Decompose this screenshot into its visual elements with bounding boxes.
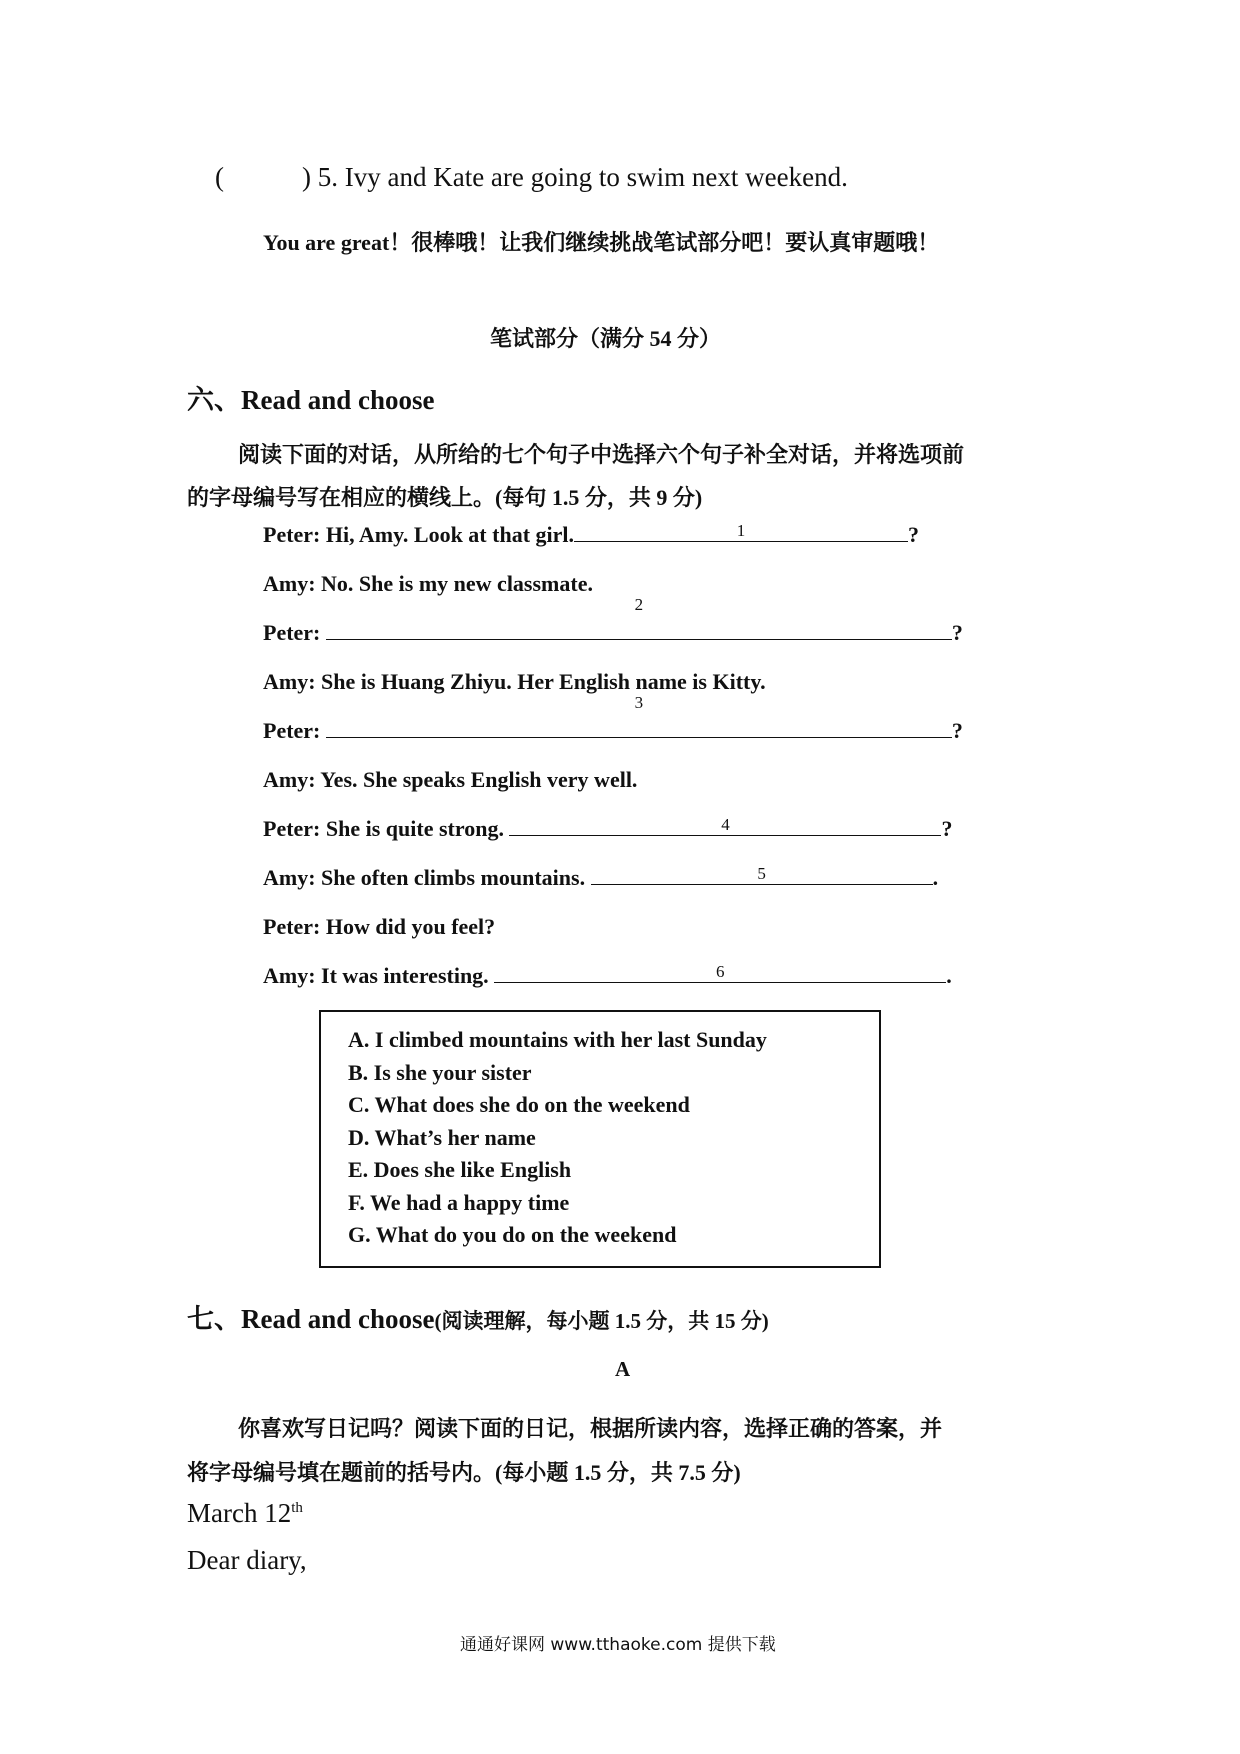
blank-number: 4 [721, 815, 730, 834]
dialogue-line-5 [263, 693, 963, 744]
dialogue-end-mark: ? [908, 522, 920, 547]
answer-blank-2[interactable] [326, 595, 952, 640]
blank-number: 3 [634, 693, 644, 712]
dialogue-line-6: Amy: Yes. She speaks English very well. [263, 767, 638, 792]
dialogue-line-3 [263, 595, 963, 646]
blank-number: 5 [757, 864, 766, 883]
answer-blank-1[interactable] [574, 523, 908, 542]
option-d: D. What’s her name [348, 1124, 536, 1150]
blank-number: 2 [634, 595, 644, 614]
option-f: F. We had a happy time [348, 1189, 570, 1215]
section7-instruction-line1: 你喜欢写日记吗？阅读下面的日记，根据所读内容，选择正确的答案，并 [238, 1416, 943, 1441]
dialogue-text: Amy: It was interesting. [263, 963, 495, 988]
part-a-label: A [615, 1357, 631, 1381]
dialogue-text: Peter: She is quite strong. [263, 816, 510, 841]
section6-heading: 六、Read and choose [187, 385, 435, 415]
diary-greeting: Dear diary, [187, 1545, 307, 1575]
answer-blank-5[interactable] [591, 866, 933, 885]
option-a: A. I climbed mountains with her last Sunday [348, 1027, 767, 1052]
page-footer: 通通好课网 www.tthaoke.com 提供下载 [460, 1635, 776, 1655]
blank-number: 1 [736, 521, 746, 540]
diary-date-text: March 12 [187, 1498, 292, 1528]
section6-instruction-line1: 阅读下面的对话，从所给的七个句子中选择六个句子补全对话，并将选项前 [238, 442, 965, 467]
section7-heading-text: 七、Read and choose [187, 1304, 435, 1334]
dialogue-line-7 [263, 816, 952, 842]
dialogue-text: Peter: Hi, Amy. Look at that girl. [263, 522, 575, 547]
section7-heading-note: (阅读理解，每小题 1.5 分，共 15 分) [434, 1309, 769, 1333]
section7-heading [187, 1297, 769, 1336]
answer-blank-4[interactable] [509, 817, 941, 836]
dialogue-line-9: Peter: How did you feel? [263, 914, 496, 939]
blank-number: 6 [715, 962, 725, 981]
dialogue-text: Peter: [263, 718, 326, 743]
option-b: B. Is she your sister [348, 1059, 532, 1085]
dialogue-line-4: Amy: She is Huang Zhiyu. Her English name is Kitty. [263, 669, 766, 694]
answer-blank-3[interactable] [326, 693, 952, 738]
answer-paren-open: ( [215, 162, 224, 192]
written-part-title: 笔试部分（满分 54 分） [490, 326, 722, 351]
encouragement-text: You are great！很棒哦！让我们继续挑战笔试部分吧！要认真审题哦！ [263, 230, 940, 255]
answer-blank-6[interactable] [494, 964, 946, 983]
listening-item-text: ) 5. Ivy and Kate are going to swim next weekend. [302, 162, 848, 192]
dialogue-end-mark: . [932, 865, 939, 890]
dialogue-end-mark: ? [951, 620, 963, 645]
dialogue-end-mark: . [946, 963, 952, 988]
dialogue-line-1 [263, 522, 919, 548]
listening-item-5 [215, 162, 848, 193]
section7-instruction-line2: 将字母编号填在题前的括号内。(每小题 1.5 分，共 7.5 分) [187, 1460, 741, 1485]
diary-date-suffix: th [291, 1500, 303, 1516]
option-g: G. What do you do on the weekend [348, 1222, 677, 1247]
option-c: C. What does she do on the weekend [348, 1092, 690, 1117]
dialogue-line-2: Amy: No. She is my new classmate. [263, 571, 593, 596]
options-box [319, 1010, 881, 1268]
diary-date [187, 1498, 303, 1529]
dialogue-end-mark: ? [951, 718, 963, 743]
dialogue-line-10 [263, 963, 952, 989]
section6-instruction-line2: 的字母编号写在相应的横线上。(每句 1.5 分，共 9 分) [187, 485, 703, 510]
dialogue-text: Amy: She often climbs mountains. [263, 865, 591, 890]
option-e: E. Does she like English [348, 1157, 572, 1182]
dialogue-text: Peter: [263, 620, 326, 645]
dialogue-line-8 [263, 865, 938, 891]
dialogue-end-mark: ? [941, 816, 953, 841]
